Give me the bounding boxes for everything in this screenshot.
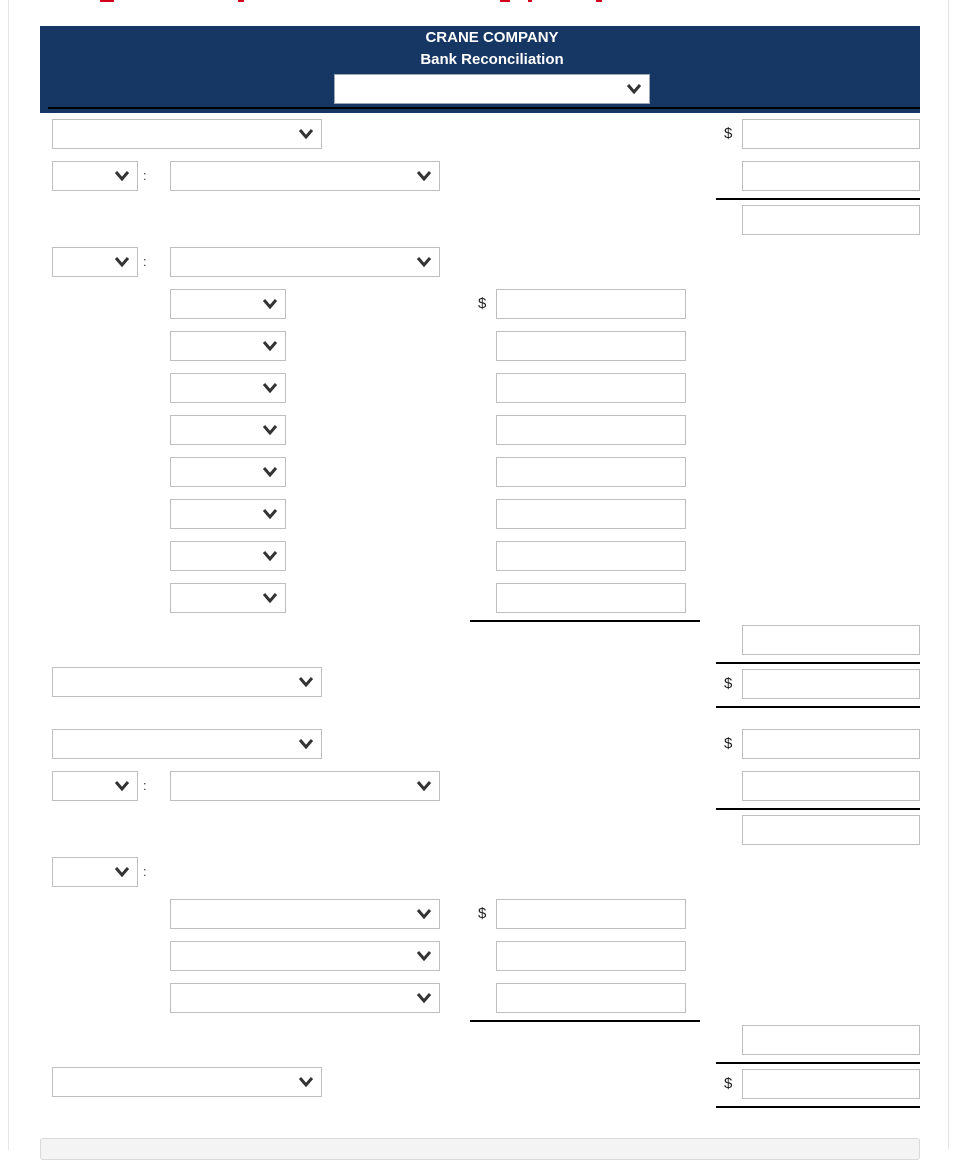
instruction-fragment — [596, 0, 602, 2]
chevron-down-icon — [262, 465, 278, 479]
dollar-sign: $ — [724, 675, 733, 692]
bank-balance-label-select[interactable] — [52, 119, 322, 149]
top-instruction-strip — [0, 0, 954, 3]
book-deduction-item-select[interactable] — [170, 899, 440, 929]
book-balance-input[interactable] — [742, 729, 920, 759]
check-number-select[interactable] — [170, 373, 286, 403]
check-number-select[interactable] — [170, 457, 286, 487]
chevron-down-icon — [262, 339, 278, 353]
chevron-down-icon — [416, 991, 432, 1005]
book-adjusted-label-select[interactable] — [52, 1067, 322, 1097]
dollar-sign: $ — [478, 295, 487, 312]
chevron-down-icon — [262, 381, 278, 395]
chevron-down-icon — [262, 591, 278, 605]
book-adjusted-balance-input[interactable] — [742, 1069, 920, 1099]
book-deduction-amount-input[interactable] — [496, 941, 686, 971]
statement-title: Bank Reconciliation — [420, 51, 564, 68]
chevron-down-icon — [298, 675, 314, 689]
total-rule — [470, 1020, 700, 1022]
chevron-down-icon — [262, 423, 278, 437]
chevron-down-icon — [114, 169, 130, 183]
check-number-select[interactable] — [170, 583, 286, 613]
colon-separator: : — [143, 778, 147, 793]
total-rule — [716, 662, 920, 664]
colon-separator: : — [143, 864, 147, 879]
chevron-down-icon — [262, 297, 278, 311]
bank-balance-input[interactable] — [742, 119, 920, 149]
book-add-item-select[interactable] — [170, 771, 440, 801]
chevron-down-icon — [114, 779, 130, 793]
book-less-total-input[interactable] — [742, 1025, 920, 1055]
check-amount-input[interactable] — [496, 541, 686, 571]
book-less-operator-select[interactable] — [52, 857, 138, 887]
chevron-down-icon — [416, 907, 432, 921]
bank-add-amount-input[interactable] — [742, 161, 920, 191]
chevron-down-icon — [626, 82, 642, 96]
check-number-select[interactable] — [170, 289, 286, 319]
check-amount-input[interactable] — [496, 331, 686, 361]
book-deduction-item-select[interactable] — [170, 983, 440, 1013]
bank-less-item-select[interactable] — [170, 247, 440, 277]
chevron-down-icon — [416, 779, 432, 793]
book-add-amount-input[interactable] — [742, 771, 920, 801]
bank-less-total-input[interactable] — [742, 625, 920, 655]
check-amount-input[interactable] — [496, 499, 686, 529]
check-number-select[interactable] — [170, 415, 286, 445]
check-amount-input[interactable] — [496, 457, 686, 487]
check-amount-input[interactable] — [496, 373, 686, 403]
book-add-subtotal-input[interactable] — [742, 815, 920, 845]
total-rule — [716, 198, 920, 200]
chevron-down-icon — [114, 865, 130, 879]
book-add-operator-select[interactable] — [52, 771, 138, 801]
bank-add-operator-select[interactable] — [52, 161, 138, 191]
chevron-down-icon — [298, 737, 314, 751]
check-number-select[interactable] — [170, 499, 286, 529]
check-amount-input[interactable] — [496, 415, 686, 445]
check-amount-input[interactable] — [496, 289, 686, 319]
colon-separator: : — [143, 168, 147, 183]
bank-add-item-select[interactable] — [170, 161, 440, 191]
bank-adjusted-label-select[interactable] — [52, 667, 322, 697]
chevron-down-icon — [298, 1075, 314, 1089]
bank-less-operator-select[interactable] — [52, 247, 138, 277]
chevron-down-icon — [262, 549, 278, 563]
instruction-fragment — [528, 0, 532, 2]
check-number-select[interactable] — [170, 541, 286, 571]
dollar-sign: $ — [724, 735, 733, 752]
book-deduction-item-select[interactable] — [170, 941, 440, 971]
header-rule — [48, 107, 920, 109]
chevron-down-icon — [298, 127, 314, 141]
chevron-down-icon — [416, 255, 432, 269]
dollar-sign: $ — [724, 1075, 733, 1092]
check-amount-input[interactable] — [496, 583, 686, 613]
dollar-sign: $ — [724, 125, 733, 142]
instruction-fragment — [238, 0, 244, 2]
total-rule — [716, 1062, 920, 1064]
total-rule — [716, 808, 920, 810]
instruction-fragment — [500, 0, 510, 2]
dollar-sign: $ — [478, 905, 487, 922]
chevron-down-icon — [416, 169, 432, 183]
chevron-down-icon — [416, 949, 432, 963]
chevron-down-icon — [262, 507, 278, 521]
book-deduction-amount-input[interactable] — [496, 899, 686, 929]
total-rule — [470, 620, 700, 622]
footer-panel — [40, 1138, 920, 1160]
book-deduction-amount-input[interactable] — [496, 983, 686, 1013]
colon-separator: : — [143, 254, 147, 269]
page-border-right — [948, 0, 949, 1150]
double-total-rule — [716, 706, 920, 708]
bank-adjusted-balance-input[interactable] — [742, 669, 920, 699]
double-total-rule — [716, 1106, 920, 1108]
bank-add-subtotal-input[interactable] — [742, 205, 920, 235]
page-border-left — [8, 0, 9, 1150]
book-balance-label-select[interactable] — [52, 729, 322, 759]
check-number-select[interactable] — [170, 331, 286, 361]
chevron-down-icon — [114, 255, 130, 269]
date-select[interactable] — [334, 74, 650, 104]
instruction-fragment — [100, 0, 114, 2]
company-name: CRANE COMPANY — [425, 29, 559, 46]
